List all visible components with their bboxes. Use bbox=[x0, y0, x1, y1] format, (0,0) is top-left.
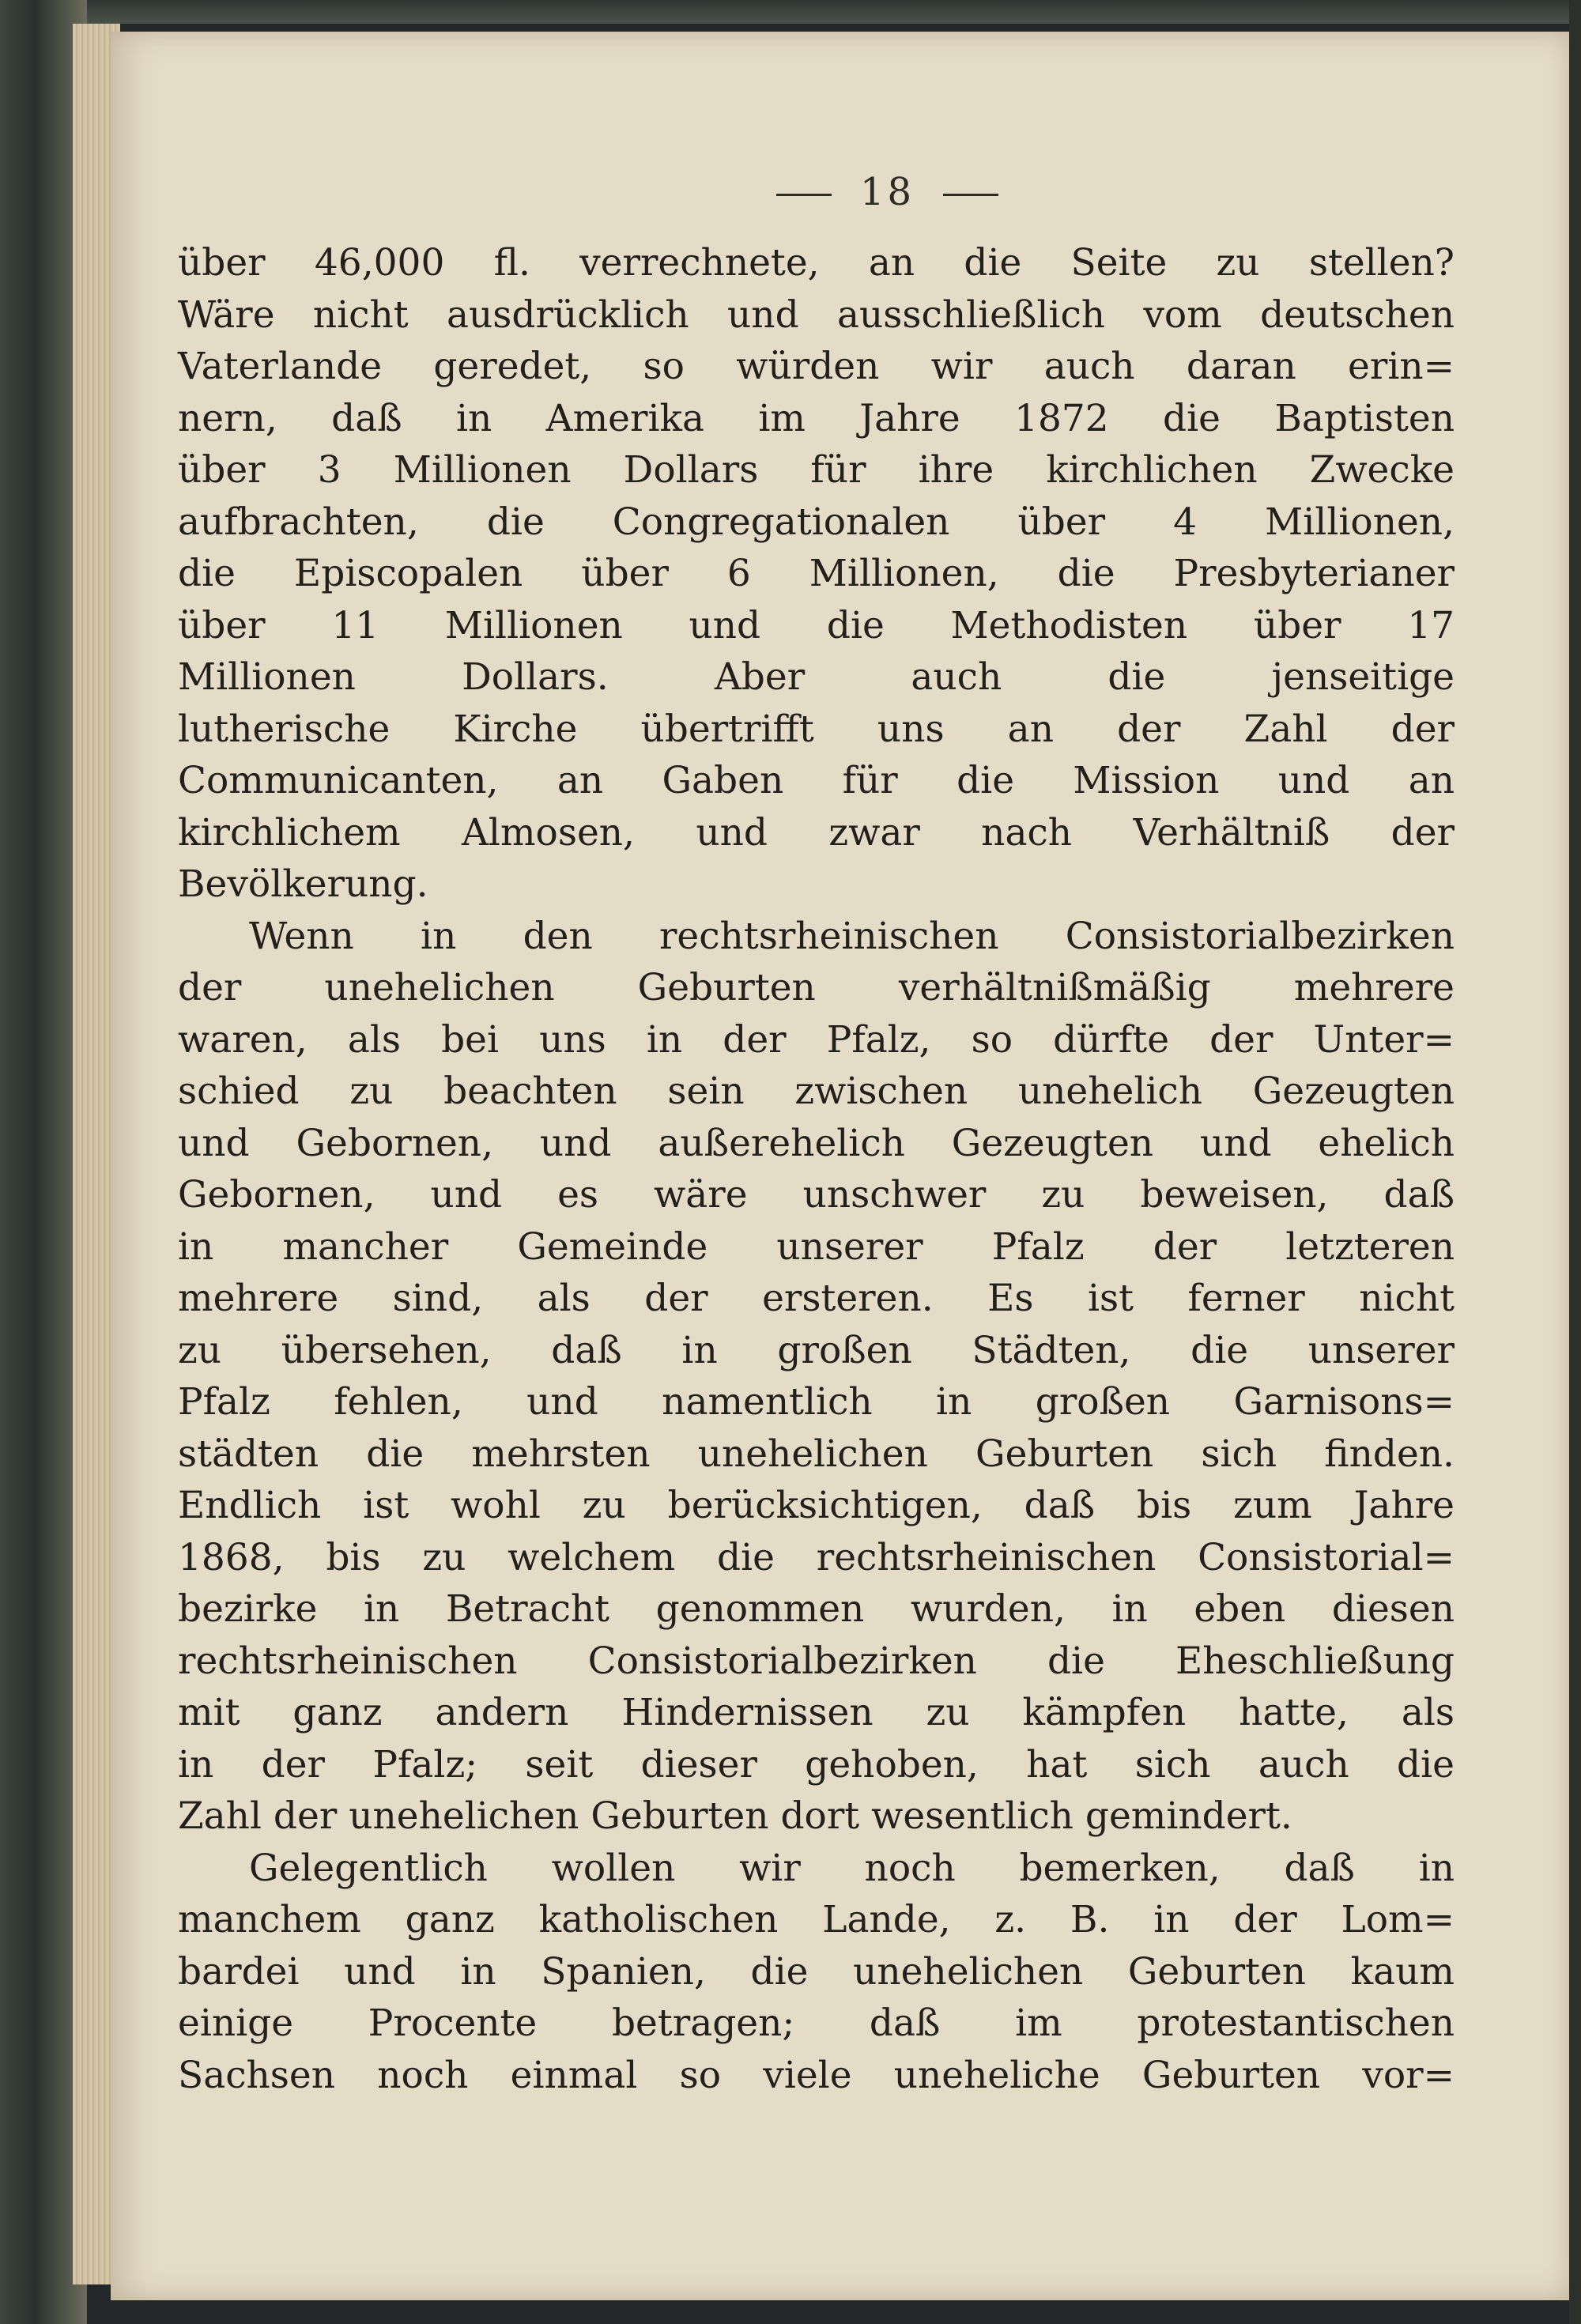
text-line: Sachsen noch einmal so viele uneheliche Geburten vor= bbox=[178, 2053, 1455, 2097]
page-number-value: 18 bbox=[859, 170, 915, 214]
text-line: in der Pfalz; seit dieser gehoben, hat sich auch die bbox=[178, 1742, 1455, 1786]
text-line: Pfalz fehlen, und namentlich in großen Garnisons= bbox=[178, 1380, 1455, 1424]
text-line: Millionen Dollars. Aber auch die jenseitige bbox=[178, 655, 1455, 699]
text-line: städten die mehrsten unehelichen Geburten sich finden. bbox=[178, 1432, 1455, 1476]
text-line: Endlich ist wohl zu berücksichtigen, daß bis zum Jahre bbox=[178, 1484, 1455, 1527]
text-line: die Episcopalen über 6 Millionen, die Presbyterianer bbox=[178, 552, 1455, 595]
paragraph-start-line: Wenn in den rechtsrheinischen Consistorialbezirken bbox=[249, 914, 1455, 958]
text-line: manchem ganz katholischen Lande, z. B. in der Lom= bbox=[178, 1898, 1455, 1941]
text-line: über 3 Millionen Dollars für ihre kirchlichen Zwecke bbox=[178, 448, 1455, 492]
text-line: aufbrachten, die Congregationalen über 4 Millionen, bbox=[178, 500, 1455, 544]
text-line: waren, als bei uns in der Pfalz, so dürfte der Unter= bbox=[178, 1017, 1455, 1062]
text-line: mehrere sind, als der ersteren. Es ist ferner nicht bbox=[178, 1277, 1455, 1320]
text-line: in mancher Gemeinde unserer Pfalz der letzteren bbox=[178, 1224, 1455, 1269]
text-line: über 11 Millionen und die Methodisten über 17 bbox=[178, 603, 1455, 647]
book-cover-right-edge bbox=[1569, 0, 1581, 2324]
text-line: über 46,000 fl. verrechnete, an die Seite zu stellen? bbox=[178, 241, 1455, 285]
page-number-dash-right bbox=[943, 194, 998, 196]
text-line: nern, daß in Amerika im Jahre 1872 die Baptisten bbox=[178, 396, 1455, 440]
text-line: mit ganz andern Hindernissen zu kämpfen hatte, als bbox=[178, 1691, 1455, 1734]
text-line: und Gebornen, und außerehelich Gezeugten und ehelich bbox=[178, 1121, 1455, 1165]
text-line: Communicanten, an Gaben für die Mission und an bbox=[178, 759, 1455, 802]
text-line: Vaterlande geredet, so würden wir auch daran erin= bbox=[178, 345, 1455, 388]
text-line: rechtsrheinischen Consistorialbezirken die Eheschließung bbox=[178, 1639, 1455, 1683]
text-line: 1868, bis zu welchem die rechtsrheinischen Consistorial= bbox=[178, 1535, 1455, 1579]
body-text bbox=[178, 237, 1455, 2101]
page-number bbox=[158, 170, 1581, 214]
book-cover-top bbox=[0, 0, 1581, 24]
text-line: bardei und in Spanien, die unehelichen Geburten kaum bbox=[178, 1949, 1455, 1994]
text-line: einige Procente betragen; daß im protestantischen bbox=[178, 2001, 1455, 2045]
text-line: zu übersehen, daß in großen Städten, die unserer bbox=[178, 1328, 1455, 1372]
text-line: schied zu beachten sein zwischen unehelich Gezeugten bbox=[178, 1070, 1455, 1113]
text-line: Gebornen, und es wäre unschwer zu beweisen, daß bbox=[178, 1173, 1455, 1217]
text-line: kirchlichem Almosen, und zwar nach Verhältniß der bbox=[178, 810, 1455, 855]
text-line: Bevölkerung. bbox=[178, 862, 428, 906]
text-line: der unehelichen Geburten verhältnißmäßig mehrere bbox=[178, 966, 1455, 1009]
text-line: Wäre nicht ausdrücklich und ausschließlich vom deutschen bbox=[178, 292, 1455, 337]
page-number-dash-left bbox=[776, 194, 832, 196]
text-line: Zahl der unehelichen Geburten dort wesentlich gemindert. bbox=[178, 1794, 1292, 1838]
text-line: lutherische Kirche übertrifft uns an der Zahl der bbox=[178, 707, 1455, 751]
text-line: bezirke in Betracht genommen wurden, in eben diesen bbox=[178, 1587, 1455, 1631]
paragraph-start-line: Gelegentlich wollen wir noch bemerken, daß in bbox=[249, 1846, 1455, 1890]
